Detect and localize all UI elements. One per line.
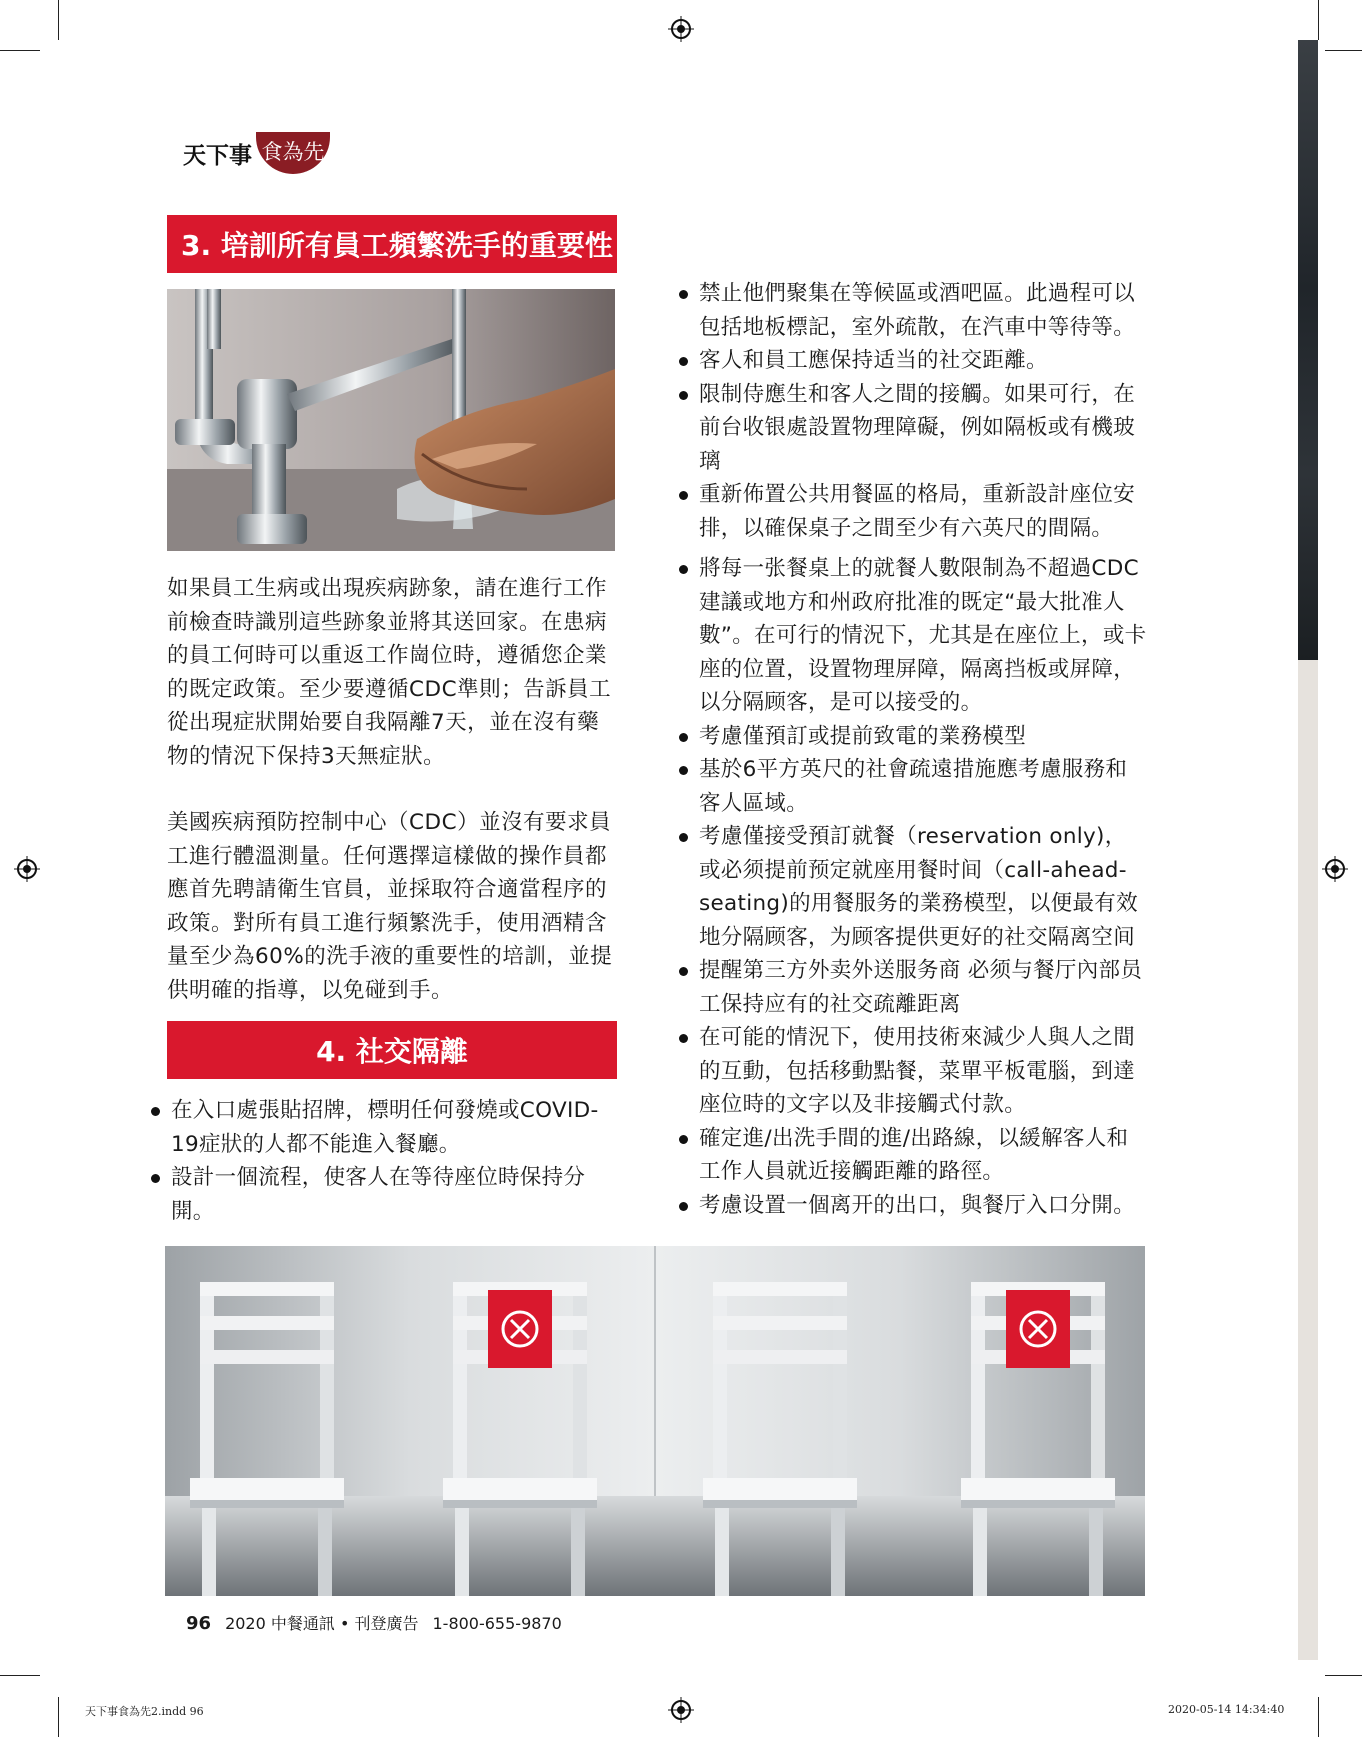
- crop-mark: [1318, 0, 1319, 40]
- brand-main-text: 天下事: [183, 142, 252, 169]
- list-item: 基於6平方英尺的社會疏遠措施應考慮服務和客人區域。: [673, 753, 1148, 820]
- crop-mark: [0, 50, 40, 51]
- crop-mark: [1318, 1697, 1319, 1737]
- no-seat-sign-icon: [1006, 1290, 1070, 1368]
- crop-mark: [1325, 50, 1362, 51]
- bleed-strip-dark: [1298, 40, 1318, 660]
- list-item: 考慮僅預訂或提前致電的業務模型: [673, 720, 1148, 754]
- list-item: 考慮僅接受預訂就餐（reservation only)，或必须提前预定就座用餐时间（call-ahead-seating)的用餐服务的業務模型，以便最有效地分隔顾客，为顾客提供更好的社交隔离空间: [673, 820, 1148, 954]
- page-number: 96: [186, 1613, 212, 1634]
- brand-bowl-badge: 食為先: [256, 132, 330, 174]
- list-item: 限制侍應生和客人之間的接觸。如果可行，在前台收银處設置物理障礙，例如隔板或有機玻璃: [673, 378, 1148, 479]
- handwashing-photo: [167, 289, 615, 551]
- page-footer: [186, 1611, 562, 1634]
- crop-mark: [0, 1675, 40, 1676]
- section-3-body: [167, 572, 619, 1007]
- registration-mark-icon: [668, 1697, 694, 1723]
- list-item: 禁止他們聚集在等候區或酒吧區。此過程可以包括地板標記，室外疏散，在汽車中等待等。: [673, 277, 1148, 344]
- slug-timestamp: 2020-05-14 14:34:40: [1168, 1703, 1285, 1716]
- list-item: 客人和員工應保持适当的社交距離。: [673, 344, 1148, 378]
- list-item: 在可能的情況下，使用技術來減少人與人之間的互動，包括移動點餐，菜單平板電腦，到達座位時的文字以及非接觸式付款。: [673, 1021, 1148, 1122]
- column-brand: [183, 130, 330, 176]
- list-item: 在入口處張貼招牌，標明任何發燒或COVID-19症狀的人都不能進入餐廳。: [145, 1094, 620, 1161]
- no-seat-sign-icon: [488, 1290, 552, 1368]
- registration-mark-icon: [668, 16, 694, 42]
- section-4-title: [167, 1021, 617, 1079]
- bleed-strip-light: [1298, 660, 1318, 1660]
- list-item: 將每一张餐桌上的就餐人數限制為不超過CDC建議或地方和州政府批准的既定“最大批准人數”。在可行的情況下，尤其是在座位上，或卡座的位置，设置物理屏障，隔离挡板或屏障，以分隔顾客，是可以接受的。: [673, 552, 1148, 720]
- section-4-left-list: [145, 1094, 620, 1228]
- phone-number: 1-800-655-9870: [432, 1614, 562, 1633]
- paragraph: 美國疾病預防控制中心（CDC）並沒有要求員工進行體溫測量。任何選擇這樣做的操作員都應首先聘請衛生官員，並採取符合適當程序的政策。對所有員工進行頻繁洗手，使用酒精含量至少為60%的洗手液的重要性的培訓，並提供明確的指導，以免碰到手。: [167, 810, 613, 1003]
- registration-mark-icon: [1322, 856, 1348, 882]
- slug-file: 天下事食為先2.indd 96: [85, 1705, 204, 1718]
- list-item: 設計一個流程，使客人在等待座位時保持分開。: [145, 1161, 620, 1228]
- list-item: 重新佈置公共用餐區的格局，重新設計座位安排，以確保桌子之間至少有六英尺的間隔。: [673, 478, 1148, 545]
- section-4-right-list: [673, 277, 1148, 1222]
- section-4-title-text: 4. 社交隔離: [316, 1035, 468, 1068]
- list-item: 考慮设置一個离开的出口，與餐厅入口分開。: [673, 1189, 1148, 1223]
- paragraph: 如果員工生病或出現疾病跡象，請在進行工作前檢查時識別這些跡象並將其送回家。在患病的員工何時可以重返工作崗位時，遵循您企業的既定政策。至少要遵循CDC準則；告訴員工從出現症狀開始要自我隔離7天，並在沒有藥物的情況下保持3天無症狀。: [167, 576, 612, 769]
- publication-credit: 2020 中餐通訊 • 刊登廣告: [225, 1614, 419, 1633]
- list-item: 確定進/出洗手間的進/出路線，以緩解客人和工作人員就近接觸距離的路徑。: [673, 1122, 1148, 1189]
- crop-mark: [58, 0, 59, 40]
- section-3-title-text: 3. 培訓所有員工頻繁洗手的重要性: [181, 229, 613, 262]
- list-item: 提醒第三方外卖外送服务商 必须与餐厅內部员工保持应有的社交疏離距离: [673, 954, 1148, 1021]
- section-3-title: [167, 215, 617, 273]
- registration-mark-icon: [14, 856, 40, 882]
- crop-mark: [1325, 1675, 1362, 1676]
- distanced-chairs-photo: [165, 1246, 1145, 1596]
- crop-mark: [58, 1697, 59, 1737]
